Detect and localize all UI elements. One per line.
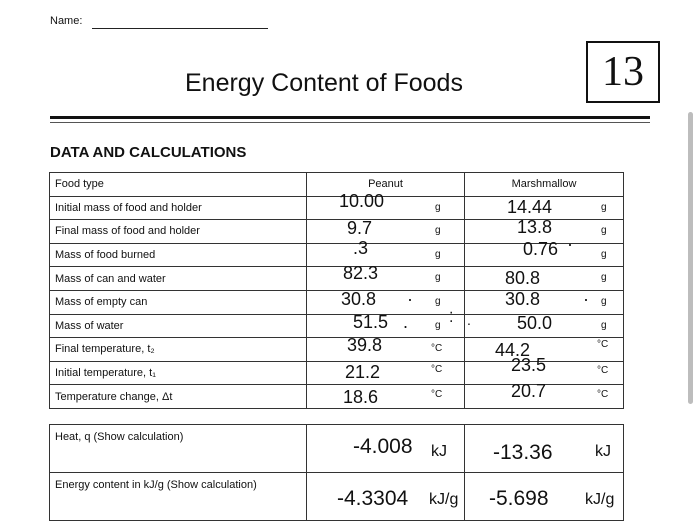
row-label: Mass of water bbox=[50, 314, 307, 338]
table-row bbox=[50, 243, 624, 267]
peanut-value: 18.6 bbox=[343, 387, 379, 408]
pen-mark: · bbox=[583, 288, 589, 309]
peanut-value: 10.00 bbox=[339, 190, 385, 211]
heat-row bbox=[50, 425, 624, 473]
title-rule-thin bbox=[50, 122, 650, 123]
row-label: Mass of empty can bbox=[50, 290, 307, 314]
energy-row bbox=[50, 473, 624, 521]
unit: °C bbox=[597, 389, 609, 401]
peanut-value: 30.8 bbox=[341, 288, 377, 309]
table-row bbox=[50, 290, 624, 314]
marshmallow-energy-value: -5.698 bbox=[489, 487, 549, 510]
peanut-value: 51.5 bbox=[353, 311, 389, 332]
marshmallow-value: 44.2 bbox=[495, 340, 531, 361]
table-row bbox=[50, 196, 624, 220]
marshmallow-heat-value: -13.36 bbox=[493, 441, 553, 464]
name-label: Name: bbox=[50, 15, 83, 27]
marshmallow-value: 80.8 bbox=[505, 268, 541, 289]
unit: g bbox=[435, 225, 441, 237]
table-row bbox=[50, 267, 624, 291]
marshmallow-header: Marshmallow bbox=[465, 173, 624, 197]
row-label: Temperature change, Δt bbox=[50, 385, 307, 409]
marshmallow-value: 14.44 bbox=[507, 196, 553, 217]
unit: kJ/g bbox=[429, 491, 459, 508]
marshmallow-value: 13.8 bbox=[517, 217, 553, 238]
unit: kJ/g bbox=[585, 491, 615, 508]
data-table bbox=[49, 172, 624, 409]
marshmallow-value: 50.0 bbox=[517, 312, 553, 333]
unit: g bbox=[601, 248, 607, 260]
row-label: Mass of can and water bbox=[50, 267, 307, 291]
unit: °C bbox=[597, 364, 609, 376]
peanut-value: 39.8 bbox=[347, 335, 383, 356]
table-row bbox=[50, 314, 624, 338]
name-blank-line bbox=[92, 28, 268, 29]
peanut-energy-value: -4.3304 bbox=[337, 487, 409, 510]
peanut-heat-value: -4.008 bbox=[353, 435, 413, 458]
row-label: Mass of food burned bbox=[50, 243, 307, 267]
unit: g bbox=[435, 201, 441, 213]
unit: kJ bbox=[431, 443, 447, 460]
section-heading: DATA AND CALCULATIONS bbox=[50, 144, 247, 161]
marshmallow-value: 23.5 bbox=[511, 354, 547, 375]
unit: °C bbox=[431, 389, 443, 401]
unit: g bbox=[601, 225, 607, 237]
unit: °C bbox=[597, 339, 609, 351]
scrollbar[interactable] bbox=[688, 112, 693, 404]
unit: g bbox=[435, 272, 441, 284]
unit: g bbox=[601, 319, 607, 331]
page-title: Energy Content of Foods bbox=[185, 69, 463, 97]
row-label: Initial temperature, t₁ bbox=[50, 361, 307, 385]
unit: g bbox=[601, 272, 607, 284]
row-label: Final temperature, t₂ bbox=[50, 338, 307, 362]
table-header-row bbox=[50, 173, 624, 197]
row-label: Initial mass of food and holder bbox=[50, 196, 307, 220]
marshmallow-value: 0.76 bbox=[523, 238, 559, 259]
peanut-value: 82.3 bbox=[343, 263, 379, 284]
pen-mark: · bbox=[407, 288, 413, 309]
energy-label: Energy content in kJ/g (Show calculation) bbox=[50, 473, 307, 521]
unit: g bbox=[435, 319, 441, 331]
table-row bbox=[50, 385, 624, 409]
pen-mark: ⁚ bbox=[449, 308, 454, 325]
unit: g bbox=[601, 201, 607, 213]
peanut-value: 9.7 bbox=[347, 218, 373, 239]
title-rule bbox=[50, 116, 650, 119]
unit: kJ bbox=[595, 443, 611, 460]
results-table bbox=[49, 424, 624, 521]
unit: °C bbox=[431, 343, 443, 355]
pen-mark: · bbox=[567, 233, 573, 254]
pen-mark: . bbox=[403, 311, 409, 332]
food-type-header: Food type bbox=[50, 173, 307, 197]
marshmallow-value: 30.8 bbox=[505, 288, 541, 309]
peanut-value: .3 bbox=[353, 237, 369, 258]
unit: °C bbox=[431, 363, 443, 375]
lab-number-box: 13 bbox=[586, 41, 660, 103]
unit: g bbox=[435, 248, 441, 260]
peanut-header: Peanut bbox=[307, 173, 465, 197]
unit: g bbox=[435, 295, 441, 307]
marshmallow-value: 20.7 bbox=[511, 381, 547, 402]
pen-mark: . bbox=[467, 311, 471, 328]
row-label: Final mass of food and holder bbox=[50, 220, 307, 244]
heat-label: Heat, q (Show calculation) bbox=[50, 425, 307, 473]
peanut-value: 21.2 bbox=[345, 361, 381, 382]
unit: g bbox=[601, 295, 607, 307]
